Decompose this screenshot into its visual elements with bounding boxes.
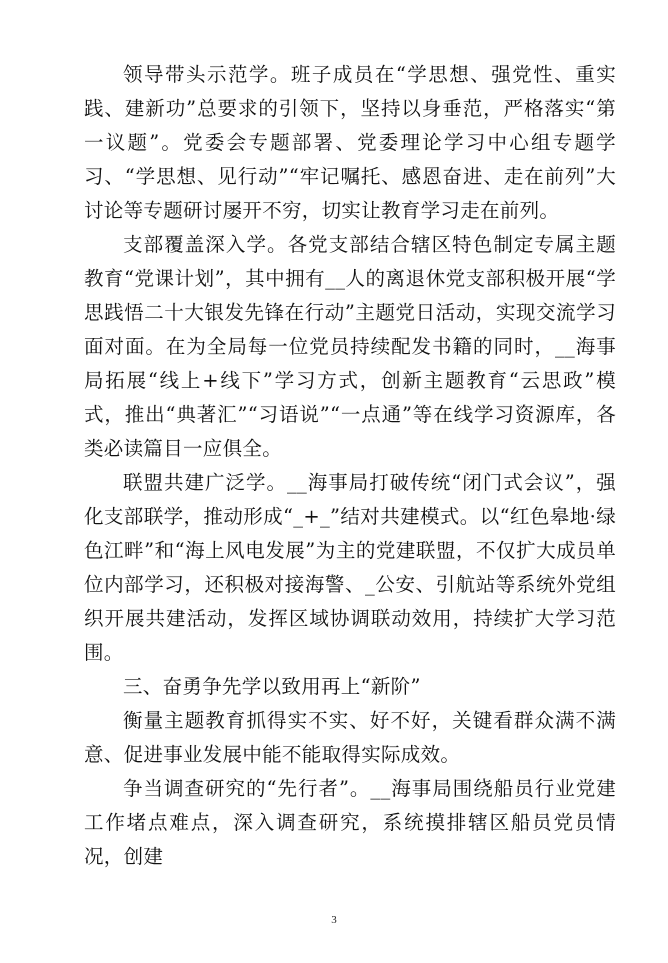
paragraph-branch-study: 支部覆盖深入学。各党支部结合辖区特色制定专属主题教育“党课计划”，其中拥有__人的离退休党支部积极开展“学思践悟二十大银发先锋在行动”主题党日活动，实现交流学习面对面。在为全局每一位党员持续配发书籍的同时，__海事局拓展“线上+线下”学习方式，创新主题教育“云思政”模式，推出“典著汇”“习语说”“一点通”等在线学习资源库，各类必读篇目一应俱全。	[84, 233, 616, 460]
page-number: 3	[331, 914, 337, 926]
paragraph-research-pioneer: 争当调查研究的“先行者”。__海事局围绕船员行业党建工作堵点难点，深入调查研究，系统摸排辖区船员党员情况，创建	[84, 777, 616, 868]
section-heading-three: 三、奋勇争先学以致用再上“新阶”	[123, 675, 421, 698]
paragraph-alliance-study: 联盟共建广泛学。__海事局打破传统“闭门式会议”，强化支部联学，推动形成“_+_”结对共建模式。以“红色皋地·绿色江畔”和“海上风电发展”为主的党建联盟，不仅扩大成员单位内部学习，还积极对接海警、_公安、引航站等系统外党组织开展共建活动，发挥区域协调联动效用，持续扩大学习范围。	[84, 471, 616, 664]
paragraph-leadership-study: 领导带头示范学。班子成员在“学思想、强党性、重实践、建新功”总要求的引领下，坚持以身垂范，严格落实“第一议题”。党委会专题部署、党委理论学习中心组专题学习、“学思想、见行动”“牢记嘱托、感恩奋进、走在前列”大讨论等专题研讨屡开不穷，切实让教育学习走在前列。	[84, 63, 616, 222]
document-body	[84, 58, 616, 874]
paragraph-evaluation: 衡量主题教育抓得实不实、好不好，关键看群众满不满意、促进事业发展中能不能取得实际成效。	[84, 709, 616, 766]
